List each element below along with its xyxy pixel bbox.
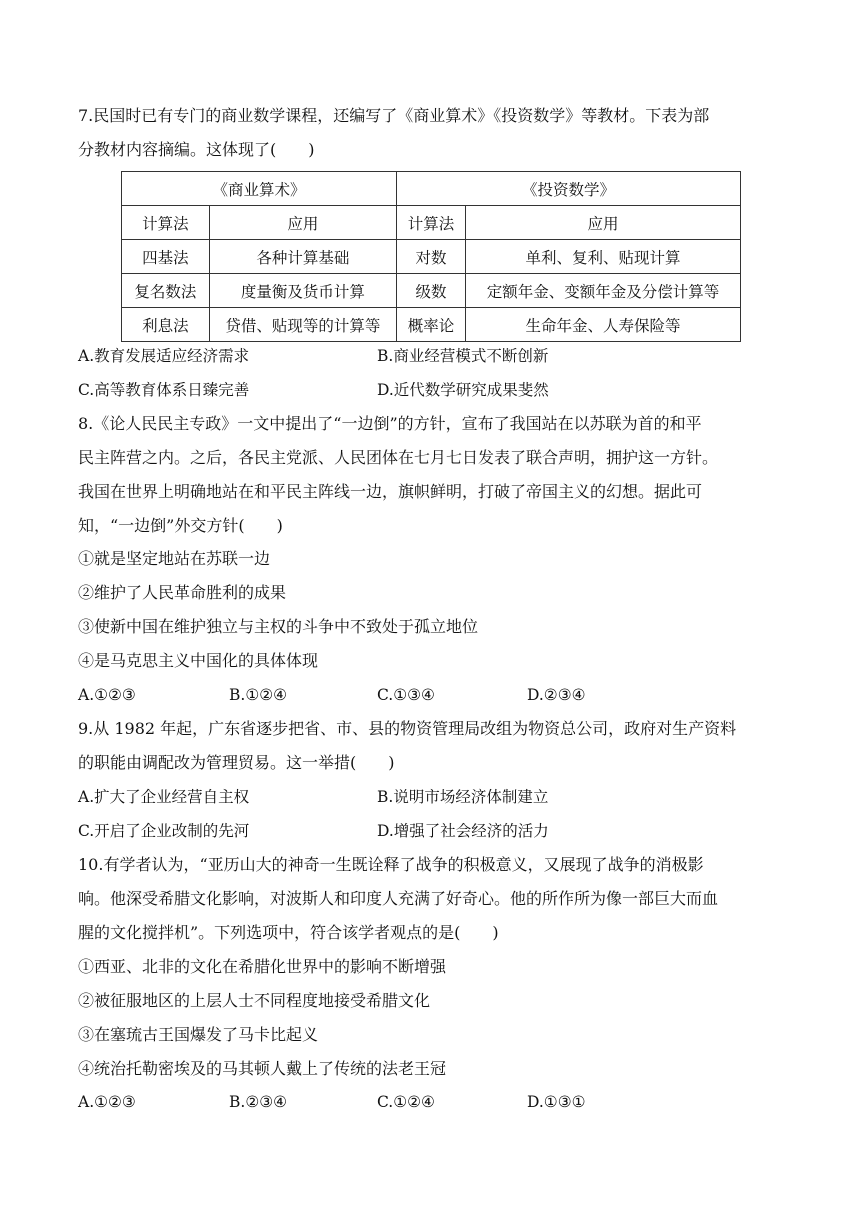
table-cell: 定额年金、变额年金及分偿计算等: [466, 274, 741, 308]
q8-option-d[interactable]: D.②③④: [527, 686, 586, 704]
table-cell: 生命年金、人寿保险等: [466, 308, 741, 342]
q9-stem-line2: 的职能由调配改为管理贸易。这一举措( ): [78, 753, 395, 772]
q10-option-b[interactable]: B.②③④: [229, 1093, 288, 1111]
q10-stem-line2: 响。他深受希腊文化影响，对波斯人和印度人充满了好奇心。他的所作所为像一部巨大而血: [78, 889, 719, 908]
table-col-application-2: 应用: [466, 206, 741, 240]
q8-statement-1: ①就是坚定地站在苏联一边: [78, 549, 271, 568]
q8-statement-4: ④是马克思主义中国化的具体体现: [78, 651, 319, 670]
q8-statement-3: ③使新中国在维护独立与主权的斗争中不致处于孤立地位: [78, 617, 479, 636]
q9-option-b[interactable]: B.说明市场经济体制建立: [377, 788, 549, 806]
q7-textbook-table: [121, 171, 741, 342]
q10-option-c[interactable]: C.①②④: [377, 1093, 435, 1111]
table-col-method-2: 计算法: [397, 206, 466, 240]
table-row: [122, 274, 741, 308]
q8-stem-line3: 我国在世界上明确地站在和平民主阵线一边，旗帜鲜明，打破了帝国主义的幻想。据此可: [78, 482, 703, 501]
table-row: [122, 308, 741, 342]
table-cell: 概率论: [397, 308, 466, 342]
q8-option-b[interactable]: B.①②④: [229, 686, 288, 704]
table-cell: 四基法: [122, 240, 210, 274]
q10-statement-1: ①西亚、北非的文化在希腊化世界中的影响不断增强: [78, 957, 447, 976]
q10-stem-line3: 腥的文化搅拌机”。下列选项中，符合该学者观点的是( ): [78, 923, 499, 942]
q7-option-a[interactable]: A.教育发展适应经济需求: [78, 347, 250, 365]
table-header-investment-math: 《投资数学》: [397, 172, 741, 206]
q8-stem-line4: 知，“一边倒”外交方针( ): [78, 516, 283, 535]
table-cell: 贷借、贴现等的计算等: [209, 308, 396, 342]
q10-option-a[interactable]: A.①②③: [78, 1093, 136, 1111]
q10-statement-2: ②被征服地区的上层人士不同程度地接受希腊文化: [78, 991, 431, 1010]
table-cell: 对数: [397, 240, 466, 274]
q8-option-c[interactable]: C.①③④: [377, 686, 435, 704]
q7-stem-line1: 7.民国时已有专门的商业数学课程，还编写了《商业算术》《投资数学》等教材。下表为部: [78, 106, 710, 125]
q9-option-a[interactable]: A.扩大了企业经营自主权: [78, 788, 250, 806]
table-cell: 复名数法: [122, 274, 210, 308]
table-cell: 各种计算基础: [209, 240, 396, 274]
table-cell: 度量衡及货币计算: [209, 274, 396, 308]
q8-stem-line1: 8.《论人民民主专政》一文中提出了“一边倒”的方针，宣布了我国站在以苏联为首的和平: [78, 414, 702, 433]
q8-option-a[interactable]: A.①②③: [78, 686, 136, 704]
q10-statement-4: ④统治托勒密埃及的马其顿人戴上了传统的法老王冠: [78, 1059, 447, 1078]
q7-option-c[interactable]: C.高等教育体系日臻完善: [78, 381, 250, 399]
q8-stem-line2: 民主阵营之内。之后，各民主党派、人民团体在七月七日发表了联合声明，拥护这一方针。: [78, 448, 719, 467]
q9-option-d[interactable]: D.增强了社会经济的活力: [377, 822, 549, 840]
q9-option-c[interactable]: C.开启了企业改制的先河: [78, 822, 250, 840]
table-cell: 单利、复利、贴现计算: [466, 240, 741, 274]
q8-statement-2: ②维护了人民革命胜利的成果: [78, 583, 287, 602]
table-header-commercial-arithmetic: 《商业算术》: [122, 172, 397, 206]
q7-option-d[interactable]: D.近代数学研究成果斐然: [377, 381, 549, 399]
q10-statement-3: ③在塞琉古王国爆发了马卡比起义: [78, 1025, 319, 1044]
q7-option-b[interactable]: B.商业经营模式不断创新: [377, 347, 549, 365]
q9-stem-line1: 9.从 1982 年起，广东省逐步把省、市、县的物资管理局改组为物资总公司，政府对生产资料: [78, 719, 737, 738]
table-col-method-1: 计算法: [122, 206, 210, 240]
q10-stem-line1: 10.有学者认为，“亚历山大的神奇一生既诠释了战争的积极意义，又展现了战争的消极影: [78, 855, 704, 874]
table-col-application-1: 应用: [209, 206, 396, 240]
table-cell: 利息法: [122, 308, 210, 342]
table-cell: 级数: [397, 274, 466, 308]
q7-stem-line2: 分教材内容摘编。这体现了( ): [78, 140, 315, 159]
q10-option-d[interactable]: D.①③①: [527, 1093, 586, 1111]
table-row: [122, 240, 741, 274]
